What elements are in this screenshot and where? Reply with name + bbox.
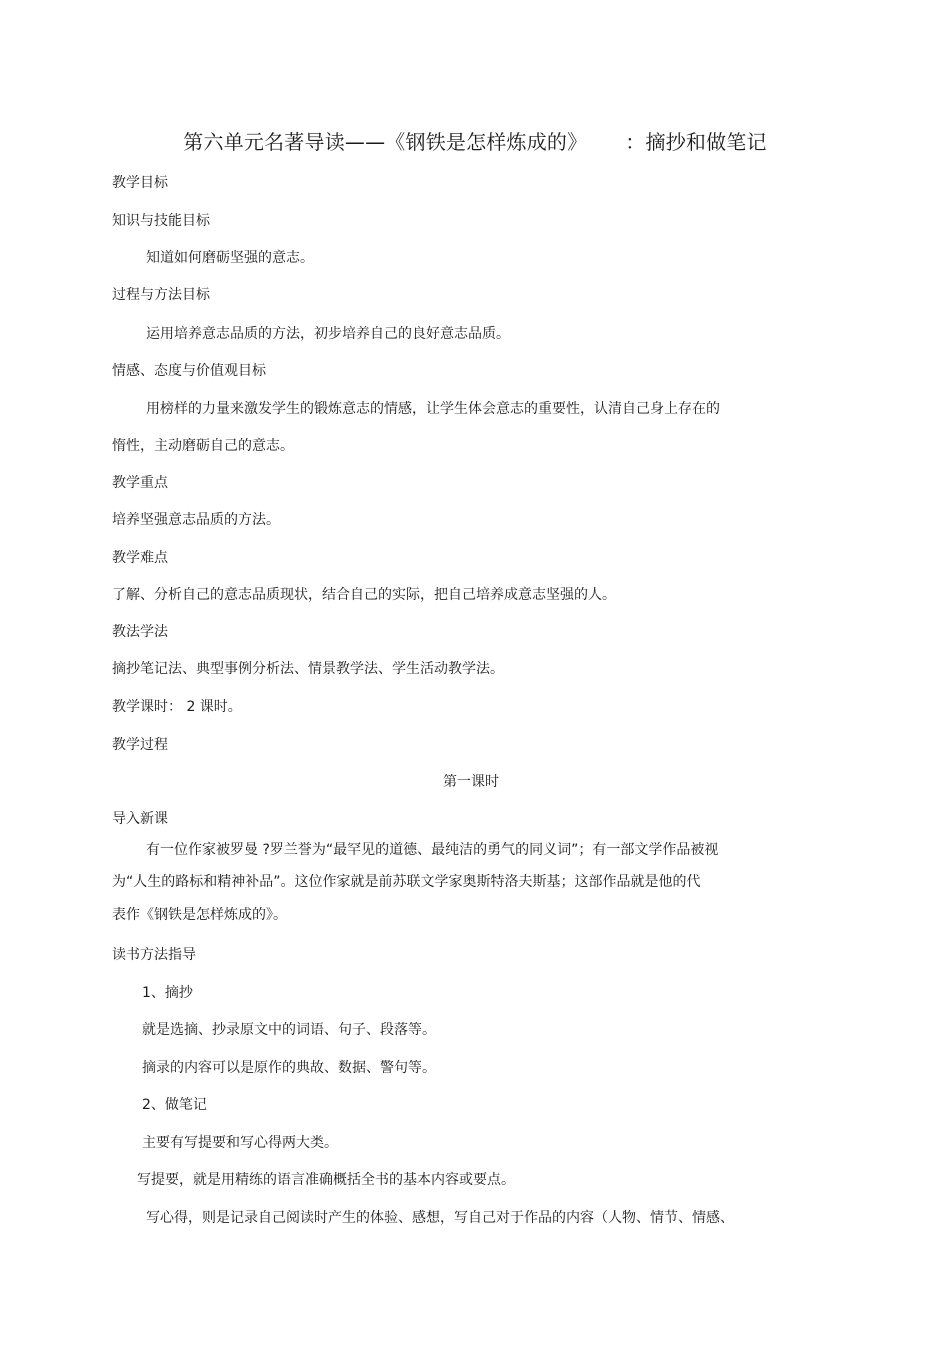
difficulty-text: 了解、分析自己的意志品质现状，结合自己的实际，把自己培养成意志坚强的人。: [112, 587, 616, 603]
item2-heading: 2、做笔记: [142, 1097, 207, 1113]
knowledge-text: 知道如何磨砺坚强的意志。: [146, 250, 314, 266]
item1-text-2: 摘录的内容可以是原作的典故、数据、警句等。: [142, 1060, 436, 1076]
method-heading: 教法学法: [112, 624, 168, 640]
objectives-heading: 教学目标: [112, 175, 168, 191]
method-text: 摘抄笔记法、典型事例分析法、情景教学法、学生活动教学法。: [112, 661, 504, 677]
difficulty-heading: 教学难点: [112, 550, 168, 566]
item2-text-1: 主要有写提要和写心得两大类。: [142, 1135, 338, 1151]
emotion-heading: 情感、态度与价值观目标: [112, 363, 266, 379]
title-sub: ：摘抄和做笔记: [625, 130, 767, 154]
item2-text-2: 写提要，就是用精练的语言准确概括全书的基本内容或要点。: [137, 1172, 515, 1188]
process-text: 运用培养意志品质的方法，初步培养自己的良好意志品质。: [146, 326, 510, 342]
lesson-title: 第一课时: [443, 774, 499, 790]
teaching-process-heading: 教学过程: [112, 737, 168, 753]
intro-text-1: 有一位作家被罗曼 ?罗兰誉为“最罕见的道德、最纯洁的勇气的同义词”；有一部文学作品被视: [146, 842, 719, 858]
hours-text: 教学课时： 2 课时。: [112, 699, 242, 715]
intro-text-2: 为“人生的路标和精神补品”。这位作家就是前苏联文学家奥斯特洛夫斯基；这部作品就是他的代: [112, 874, 701, 890]
key-text: 培养坚强意志品质的方法。: [112, 512, 280, 528]
process-heading: 过程与方法目标: [112, 287, 210, 303]
item2-text-3: 写心得，则是记录自己阅读时产生的体验、感想，写自己对于作品的内容（人物、情节、情感、: [146, 1210, 734, 1226]
reading-heading: 读书方法指导: [112, 947, 196, 963]
emotion-text-2: 惰性，主动磨砺自己的意志。: [112, 438, 294, 454]
item1-text-1: 就是选摘、抄录原文中的词语、句子、段落等。: [142, 1022, 436, 1038]
document-title: [0, 128, 950, 156]
intro-heading: 导入新课: [112, 811, 168, 827]
emotion-text-1: 用榜样的力量来激发学生的锻炼意志的情感，让学生体会意志的重要性，认清自己身上存在的: [146, 401, 720, 417]
item1-heading: 1、摘抄: [142, 985, 193, 1001]
intro-text-3: 表作《钢铁是怎样炼成的》。: [112, 907, 287, 923]
key-heading: 教学重点: [112, 475, 168, 491]
knowledge-heading: 知识与技能目标: [112, 213, 210, 229]
title-main: 第六单元名著导读——《钢铁是怎样炼成的》: [183, 130, 588, 154]
